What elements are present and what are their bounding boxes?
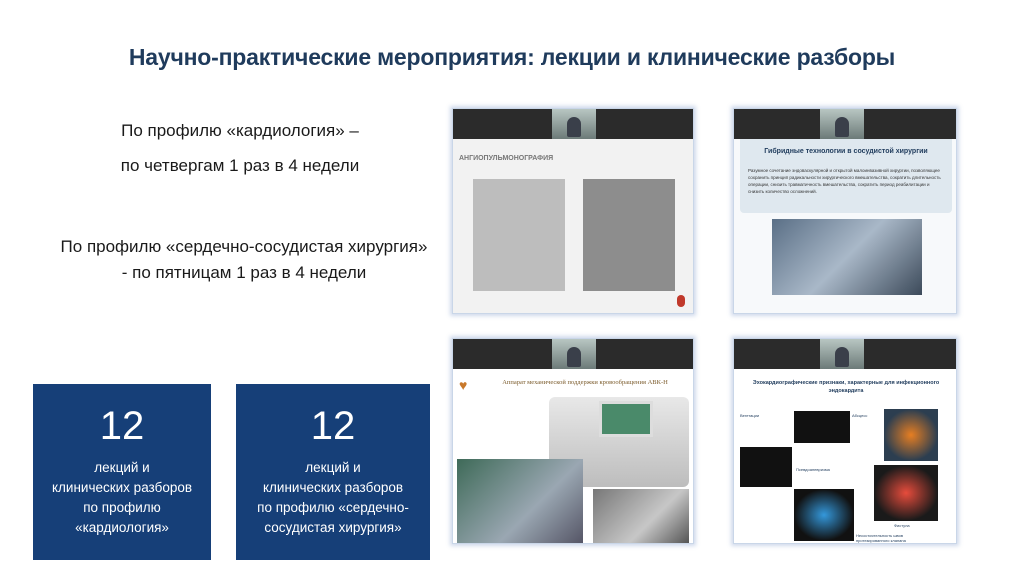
slide-text: Разумное сочетание эндоваскулярной и открытой малоинвазивной хирургии, позволяющее сохранить принцип радикальности хирургического вмешательства, сократить длительность операции, снизить травматичность вмешательства, сократить период реабилитации и снизить количество осложнений.	[748, 168, 941, 194]
xray-image	[583, 179, 675, 291]
echo-image	[884, 409, 938, 461]
speaker-camera	[820, 109, 864, 139]
slide-label: АНГИОПУЛЬМОНОГРАФИЯ	[459, 155, 554, 162]
stat-desc-line: по профилю	[83, 500, 161, 515]
surgery-stat-box	[236, 384, 430, 560]
video-bar	[734, 339, 956, 369]
stat-desc-line: лекций и	[305, 460, 361, 475]
heart-logo-icon: ♥	[459, 377, 468, 393]
slide-content	[453, 139, 693, 313]
video-bar	[453, 339, 693, 369]
slide-circulation-support-device	[452, 338, 694, 544]
photo	[593, 489, 689, 543]
stat-desc-line: сосудистая хирургия»	[264, 520, 402, 535]
speaker-camera	[552, 109, 596, 139]
stat-number: 12	[99, 404, 145, 448]
echo-image	[794, 411, 850, 443]
surgery-schedule-line2: - по пятницам 1 раз в 4 недели	[121, 263, 367, 282]
echo-label: Фистула	[894, 523, 910, 528]
stat-desc-line: «кардиология»	[75, 520, 169, 535]
echo-image	[740, 447, 792, 487]
speaker-camera	[820, 339, 864, 369]
video-bar	[734, 109, 956, 139]
page-title: Научно-практические мероприятия: лекции и клинические разборы	[128, 44, 896, 70]
slide-title: Аппарат механической поддержки кровообращения АВК-Н	[502, 379, 668, 386]
slide-title: Эхокардиографические признаки, характерные для инфекционного эндокардита	[752, 380, 940, 394]
xray-image	[473, 179, 565, 291]
photo	[457, 459, 583, 543]
echo-label: Вегетации	[740, 413, 760, 418]
operating-room-photo	[772, 219, 922, 295]
echo-label: Несостоятельность швов протезированного клапана	[856, 533, 906, 543]
stat-description	[33, 458, 211, 538]
speaker-camera	[552, 339, 596, 369]
echo-image	[794, 489, 854, 541]
cardio-schedule-line2: по четвергам 1 раз в 4 недели	[120, 156, 360, 175]
stat-number: 12	[310, 404, 356, 448]
stat-desc-line: лекций и	[94, 460, 150, 475]
stat-desc-line: клинических разборов	[51, 480, 193, 495]
echo-label: Псевдоаневризма	[796, 467, 830, 472]
cardiology-stat-box	[33, 384, 211, 560]
surgery-schedule-line1: По профилю «сердечно-сосудистая хирургия»	[60, 237, 428, 256]
echo-image	[874, 465, 938, 521]
slide-content	[453, 369, 693, 543]
cardio-schedule-line1: По профилю «кардиология» –	[121, 121, 359, 140]
record-icon	[677, 295, 685, 307]
stat-desc-line: клинических разборов	[262, 480, 404, 495]
echo-label: Абсцесс	[852, 413, 868, 418]
slide-content	[734, 139, 956, 313]
stat-desc-line: по профилю «сердечно-	[257, 500, 409, 515]
slide-content	[734, 369, 956, 543]
slide-title: Гибридные технологии в сосудистой хирургии	[764, 148, 928, 155]
video-bar	[453, 109, 693, 139]
slide-angiopulmonography	[452, 108, 694, 314]
slide-hybrid-technologies	[733, 108, 957, 314]
stat-description	[236, 458, 430, 538]
slide-header-box	[740, 139, 952, 213]
slide-echocardiography	[733, 338, 957, 544]
